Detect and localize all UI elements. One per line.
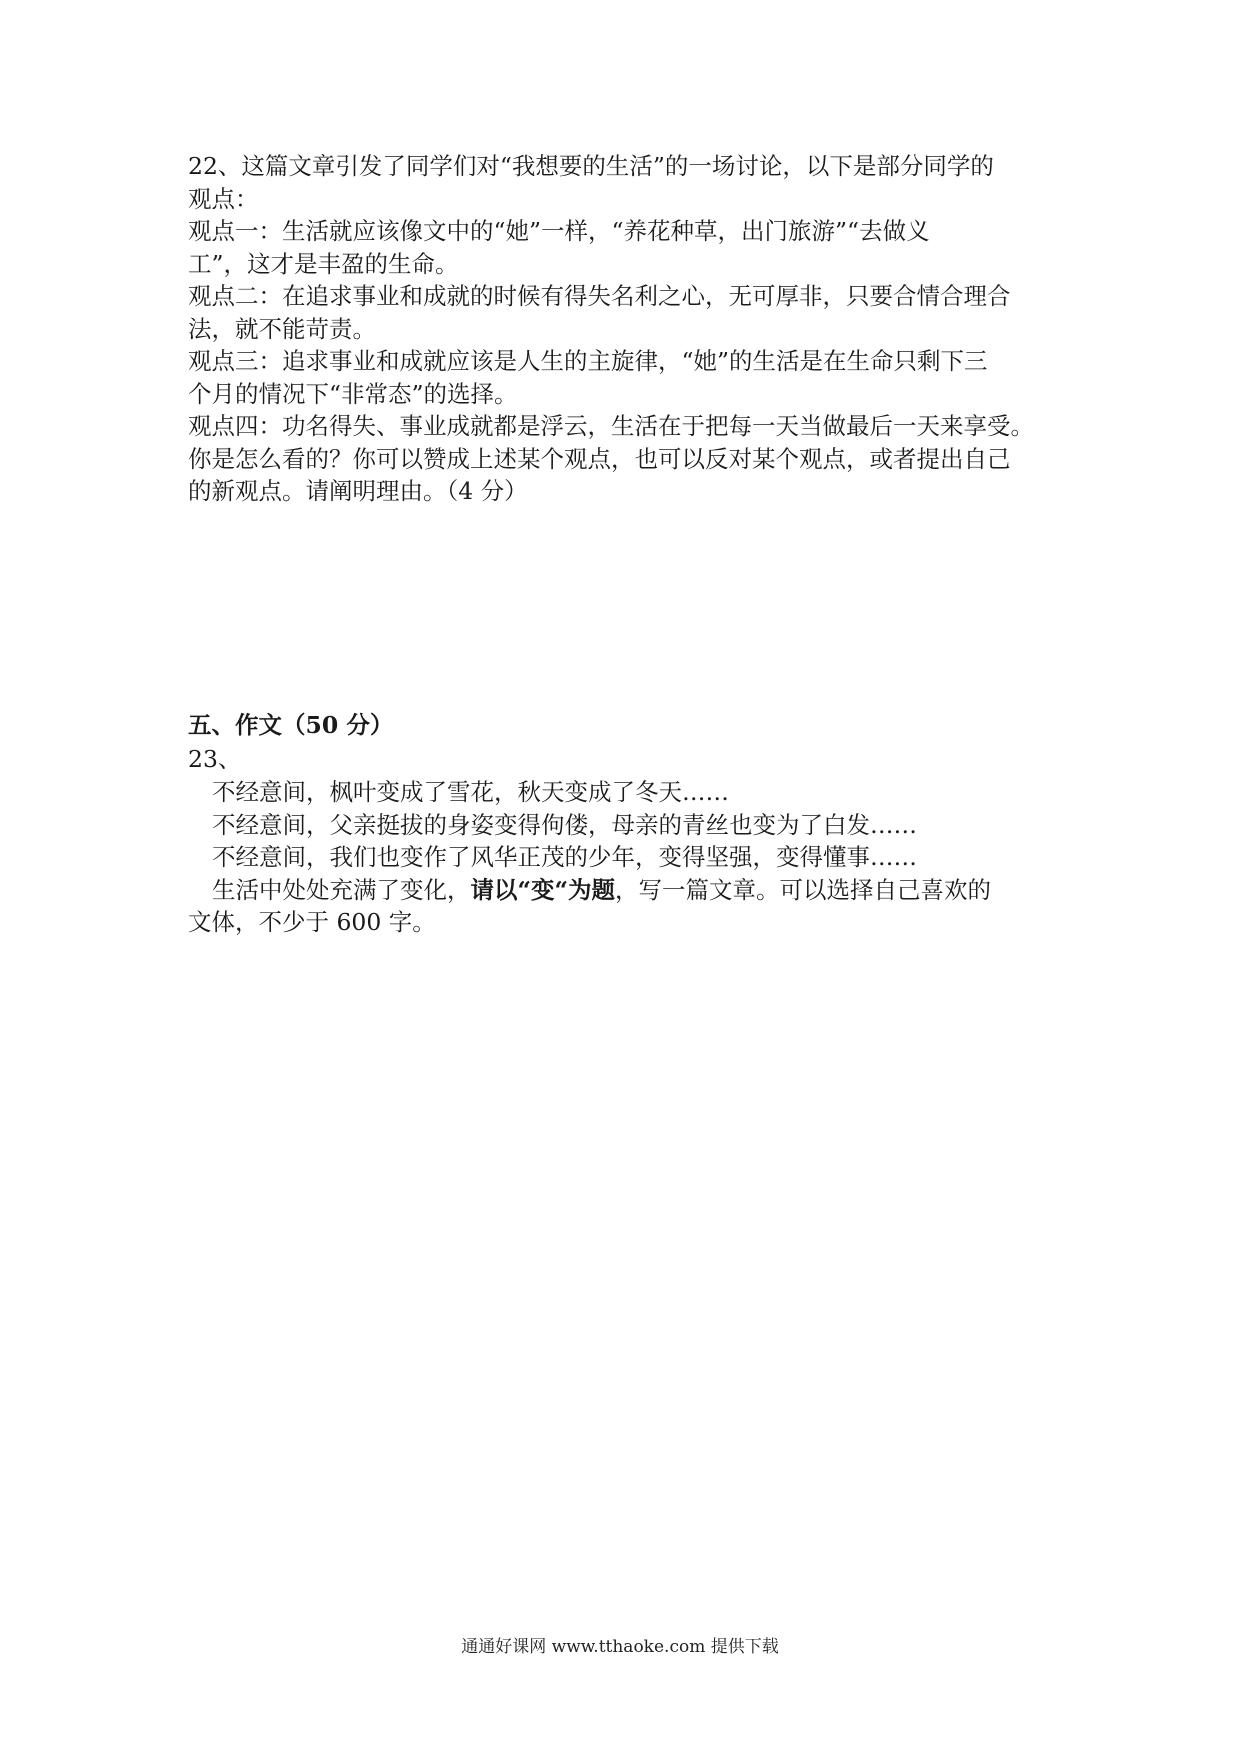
- viewpoint-1: 观点一：生活就应该像文中的“她”一样，“养花种草，出门旅游”“去做义: [188, 217, 930, 245]
- viewpoint-2: 观点二：在追求事业和成就的时候有得失名利之心，无可厚非，只要合情合理合: [188, 282, 1011, 310]
- instruction-text: 生活中处处充满了变化，: [212, 875, 471, 904]
- question-22: [188, 150, 1068, 508]
- viewpoint-2-cont: 法，就不能苛责。: [188, 314, 376, 343]
- prompt-paragraph: 不经意间，枫叶变成了雪花，秋天变成了冬天……: [212, 778, 729, 806]
- q22-line: 22、这篇文章引发了同学们对“我想要的生活”的一场讨论，以下是部分同学的: [188, 152, 994, 180]
- section-title: 五、作文（50 分）: [188, 711, 394, 739]
- composition-instruction-cont: 文体，不少于 600 字。: [188, 908, 436, 936]
- prompt-paragraph: 不经意间，父亲挺拔的身姿变得佝偻，母亲的青丝也变为了白发……: [212, 810, 917, 839]
- composition-instruction: [188, 874, 1068, 907]
- viewpoint-3: 观点三：追求事业和成就应该是人生的主旋律，“她”的生活是在生命只剩下三: [188, 347, 988, 375]
- q22-line: 观点：: [188, 184, 259, 213]
- section-composition: [188, 708, 1068, 939]
- viewpoint-1-cont: 工”，这才是丰盈的生命。: [188, 249, 459, 278]
- q22-question-cont: 的新观点。请阐明理由。（4 分）: [188, 477, 528, 505]
- question-23-number: 23、: [188, 745, 242, 773]
- viewpoint-4: 观点四：功名得失、事业成就都是浮云，生活在于把每一天当做最后一天来享受。: [188, 412, 1034, 440]
- prompt-paragraph: 不经意间，我们也变作了风华正茂的少年，变得坚强，变得懂事……: [212, 843, 917, 871]
- instruction-text: ，写一篇文章。可以选择自己喜欢的: [615, 875, 992, 904]
- instruction-title-requirement: 请以“变“为题: [470, 875, 616, 904]
- q22-question: 你是怎么看的？你可以赞成上述某个观点，也可以反对某个观点，或者提出自己: [188, 444, 1011, 473]
- viewpoint-3-cont: 个月的情况下“非常态”的选择。: [188, 379, 518, 408]
- footer-source: 通通好课网 www.tthaoke.com 提供下载: [461, 1637, 779, 1657]
